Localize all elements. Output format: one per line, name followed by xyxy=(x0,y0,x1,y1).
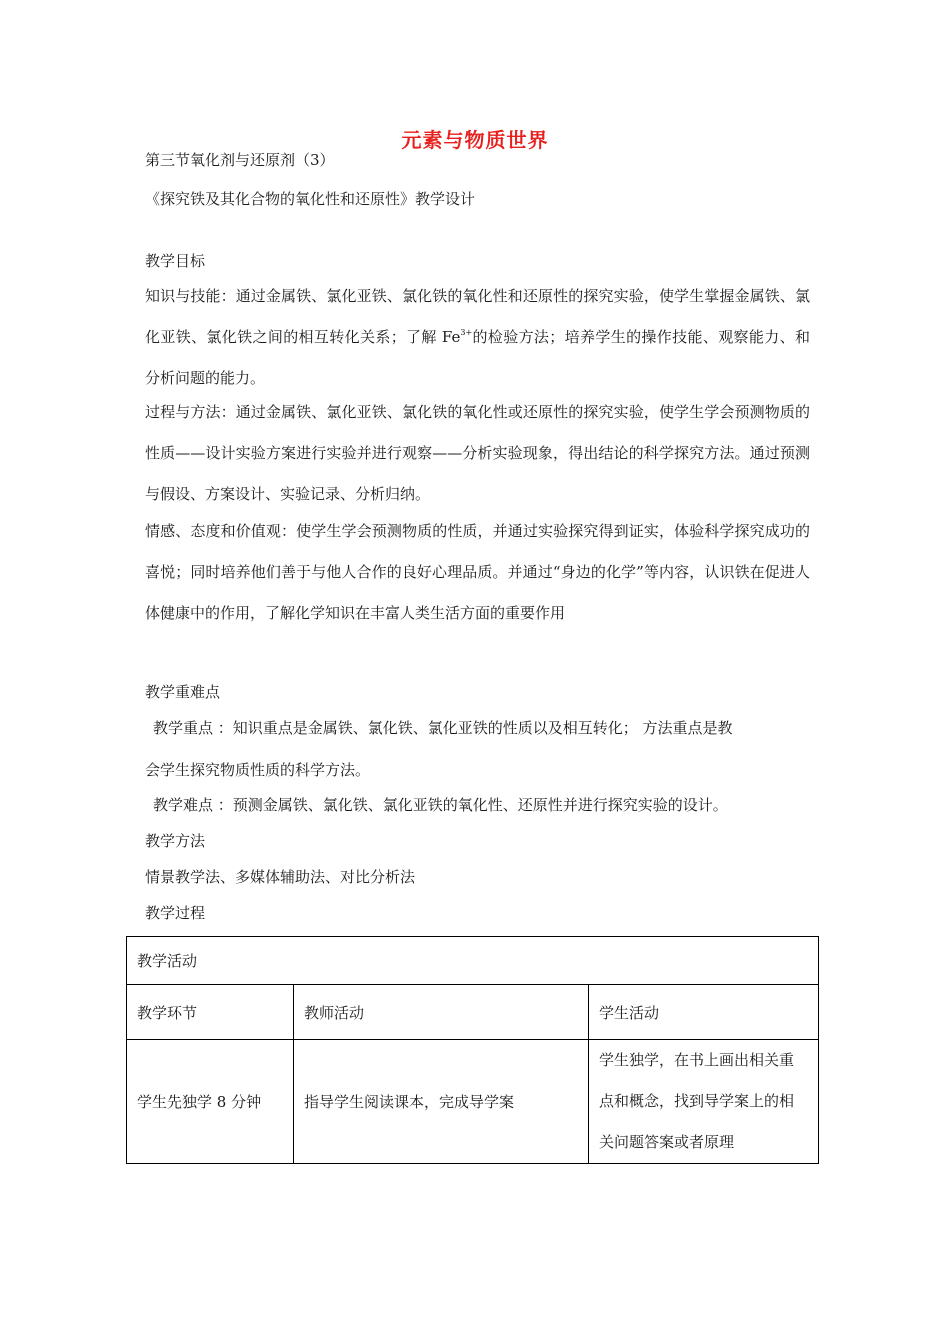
difficulty-line: 教学难点 ：预测金属铁、氯化铁、氯化亚铁的氧化性、还原性并进行探究实验的设计。 xyxy=(153,796,728,814)
goal-knowledge-text-cont: 的检验方法；培养学生的操作技能、观察能力、和分析问题的能力。 xyxy=(145,328,810,387)
table-header-row xyxy=(127,985,819,1040)
table-row xyxy=(127,1040,819,1164)
focus-line-1: 教学重点 ：知识重点是金属铁、氯化铁、氯化亚铁的性质以及相互转化； 方法重点是教 xyxy=(153,719,733,737)
header-student: 学生活动 xyxy=(589,985,819,1040)
goal-emotion-paragraph: 情感、态度和价值观：使学生学会预测物质的性质，并通过实验探究得到证实，体验科学探究成功的喜悦；同时培养他们善于与他人合作的良好心理品质。并通过“身边的化学”等内容，认识铁在促进人体健康中的作用，了解化学知识在丰富人类生活方面的重要作用 xyxy=(145,522,810,622)
design-title: 《探究铁及其化合物的氧化性和还原性》教学设计 xyxy=(145,190,476,208)
process-heading: 教学过程 xyxy=(145,904,206,922)
document-title: 元素与物质世界 xyxy=(401,128,549,152)
method-heading: 教学方法 xyxy=(145,832,206,850)
goal-knowledge-paragraph xyxy=(145,276,810,399)
section-heading: 第三节氧化剂与还原剂（3） xyxy=(145,151,335,169)
teaching-activity-table xyxy=(126,936,819,1164)
fe3-superscript: 3+ xyxy=(460,328,473,337)
method-content: 情景教学法、多媒体辅助法、对比分析法 xyxy=(145,868,416,886)
header-teacher: 教师活动 xyxy=(294,985,589,1040)
table-caption-row xyxy=(127,937,819,985)
goal-knowledge-text: 知识与技能：通过金属铁、氯化亚铁、氯化铁的氧化性和还原性的探究实验，使学生掌握金属铁、氯化亚铁、氯化铁之间的相互转化关系；了解 Fe xyxy=(145,287,810,346)
header-stage: 教学环节 xyxy=(127,985,294,1040)
goals-heading: 教学目标 xyxy=(145,252,206,270)
goal-process-paragraph: 过程与方法：通过金属铁、氯化亚铁、氯化铁的氧化性或还原性的探究实验，使学生学会预测物质的性质——设计实验方案进行实验并进行观察——分析实验现象，得出结论的科学探究方法。通过预测与假设、方案设计、实验记录、分析归纳。 xyxy=(145,403,810,503)
cell-student: 学生独学，在书上画出相关重点和概念，找到导学案上的相关问题答案或者原理 xyxy=(589,1040,819,1164)
table-caption: 教学活动 xyxy=(127,937,819,985)
key-points-heading: 教学重难点 xyxy=(145,683,221,701)
focus-line-2: 会学生探究物质性质的科学方法。 xyxy=(145,761,371,779)
cell-stage: 学生先独学 8 分钟 xyxy=(127,1040,294,1164)
cell-teacher: 指导学生阅读课本，完成导学案 xyxy=(294,1040,589,1164)
